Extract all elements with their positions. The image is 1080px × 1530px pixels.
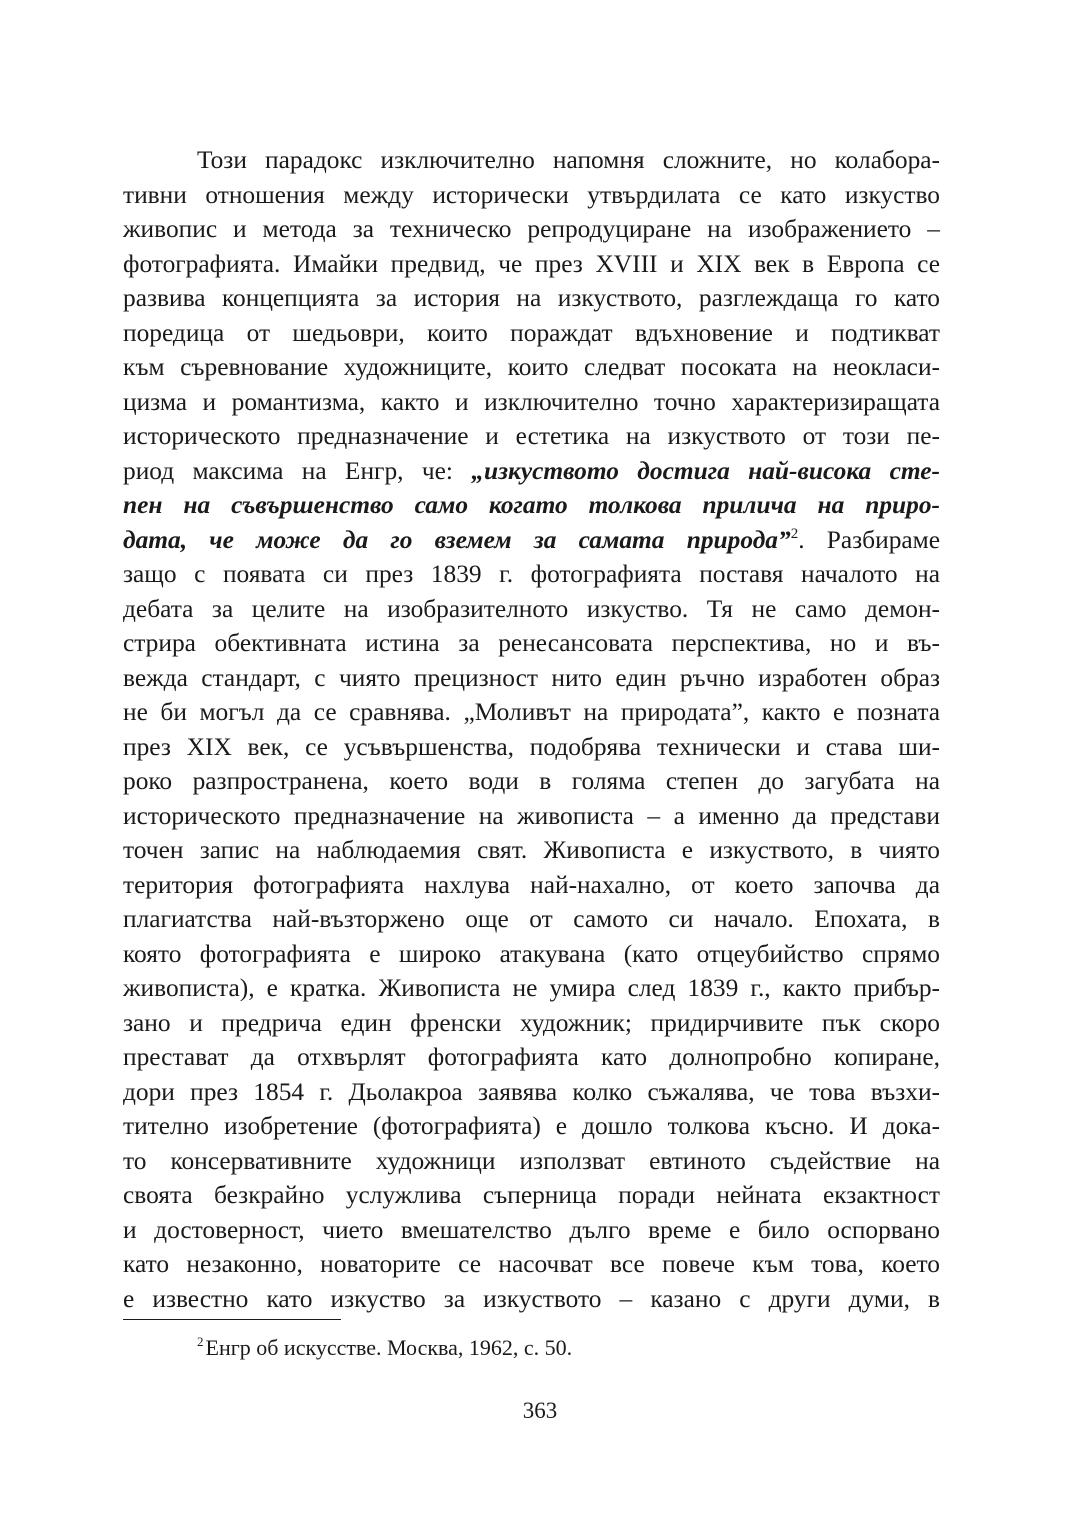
text-line: дебата за целите на изобразителното изкуство. Тя не само демон- bbox=[123, 594, 940, 623]
footnote-text: Енгр об искусстве. Москва, 1962, с. 50. bbox=[205, 1335, 573, 1360]
text-line: престават да отхвърлят фотографията като долнопробно копиране, bbox=[123, 1043, 940, 1071]
text-line: Този парадокс изключително напомня сложните, но колабора- bbox=[197, 146, 940, 174]
text-line: тително изобретение (фотографията) е дошло толкова късно. И дока- bbox=[123, 1112, 940, 1140]
text-line: то консервативните художници използват евтиното съдействие на bbox=[123, 1146, 940, 1175]
text-line: плагиатства най-възторжено още от самото си начало. Епохата, в bbox=[123, 905, 940, 933]
footnote-reference[interactable]: 2 bbox=[790, 525, 799, 542]
text-line: историческото предназначение и естетика на изкуството от този пе- bbox=[123, 422, 940, 450]
text-line: е известно като изкуство за изкуството – казано с други думи, в bbox=[123, 1284, 940, 1313]
text-line: и достоверност, чието вмешателство дълго време е било оспорвано bbox=[123, 1215, 940, 1244]
text-line: зано и предрича един френски художник; придирчивите пък скоро bbox=[123, 1008, 940, 1037]
text-line: стрира обективната истина за ренесансовата перспектива, но и въ- bbox=[123, 629, 940, 657]
footnote-marker: 2 bbox=[197, 1334, 204, 1349]
text-line: вежда стандарт, с чиято прецизност нито един ръчно изработен образ bbox=[123, 663, 940, 692]
text-line: тивни отношения между исторически утвърдилата се като изкуство bbox=[123, 180, 940, 209]
text-line: историческото предназначение на живописта – а именно да представи bbox=[123, 801, 940, 830]
text-line: която фотографията е широко атакувана (като отцеубийство спрямо bbox=[123, 939, 940, 968]
ingres-quote: дата, че може да го вземем за самата природа” bbox=[123, 525, 791, 554]
text-line: точен запис на наблюдаемия свят. Живописта е изкуството, в чиято bbox=[123, 836, 940, 864]
text-line: като незаконно, новаторите се насочват все повече към това, което bbox=[123, 1250, 940, 1278]
ingres-quote: пен на съвършенство само когато толкова прилича на приро- bbox=[123, 491, 940, 519]
text-line: роко разпространена, което води в голяма степен до загубата на bbox=[123, 767, 940, 795]
text-line: защо с появата си през 1839 г. фотографията поставя началото на bbox=[123, 560, 940, 588]
text-line: риод максима на Енгр, че: „изкуството достига най-висока сте- bbox=[123, 456, 940, 485]
page-number: 363 bbox=[522, 1398, 558, 1423]
text-line: не би могъл да се сравнява. „Моливът на природата”, както е позната bbox=[123, 698, 940, 726]
text-line: развива концепцията за история на изкуството, разглеждаща го като bbox=[123, 284, 940, 312]
body-text bbox=[123, 143, 940, 1316]
text-line: дори през 1854 г. Дьолакроа заявява колко съжалява, че това възхи- bbox=[123, 1077, 940, 1106]
text-line: към съревнование художниците, които следват посоката на неокласи- bbox=[123, 353, 940, 381]
ingres-quote: „изкуството достига най-висока сте- bbox=[471, 456, 940, 485]
text-line: фотографията. Имайки предвид, че през XVIII и XIX век в Европа се bbox=[123, 249, 940, 278]
text-line bbox=[123, 488, 940, 523]
text-line: живопис и метода за техническо репродуциране на изображението – bbox=[123, 215, 940, 243]
text-line: цизма и романтизма, както и изключително точно характеризиращата bbox=[123, 387, 940, 416]
text-line: своята безкрайно услужлива съперница поради нейната екзактност bbox=[123, 1181, 940, 1209]
text-line: дата, че може да го вземем за самата природа”$^2$. Разбираме bbox=[123, 525, 940, 554]
footnote bbox=[197, 1333, 572, 1363]
text-line: поредица от шедьоври, които пораждат вдъхновение и подтикват bbox=[123, 318, 940, 347]
text-line: живописта), е кратка. Живописта не умира след 1839 г., както прибър- bbox=[123, 974, 940, 1002]
text-line: територия фотографията нахлува най-нахално, от което започва да bbox=[123, 870, 940, 899]
text-line: през XIX век, се усъвършенства, подобрява технически и става ши- bbox=[123, 732, 940, 761]
footnote-divider bbox=[123, 1319, 341, 1320]
